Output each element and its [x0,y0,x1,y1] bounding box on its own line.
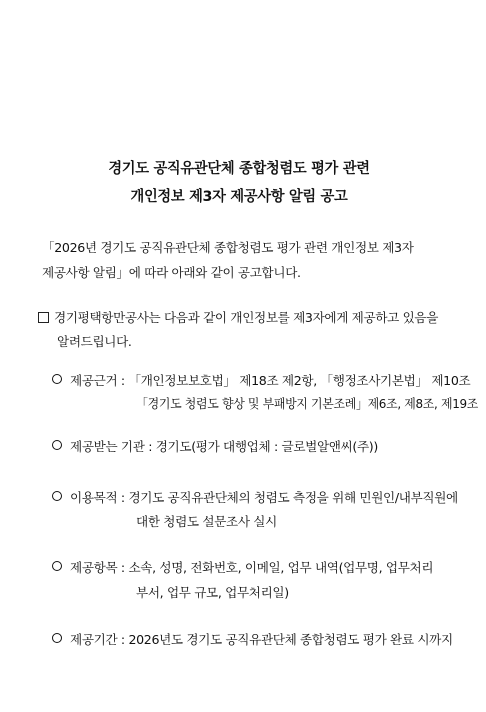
intro-line-2: 제공사항 알림」에 따라 아래와 같이 공고합니다. [42,265,301,280]
item-purpose-line-2: 대한 청렴도 설문조사 실시 [136,514,277,529]
notice-title-line-2: 개인정보 제3자 제공사항 알림 공고 [130,189,348,205]
circle-bullet-icon [52,561,62,571]
item-legal-basis-line-2: 「경기도 청렴도 향상 및 부패방지 기본조례」제6조, 제8조, 제19조 [136,396,478,411]
statement-line-2: 알려드립니다. [57,334,132,349]
item-data-fields-line-1: 제공항목 : 소속, 성명, 전화번호, 이메일, 업무 내역(업무명, 업무처리 [70,560,434,575]
item-recipient-line-1: 제공받는 기관 : 경기도(평가 대행업체 : 글로벌알앤씨(주)) [70,439,378,454]
item-legal-basis-line-1: 제공근거 : 「개인정보보호법」 제18조 제2항, 「행정조사기본법」 제10조 [70,373,471,388]
item-data-fields-line-2: 부서, 업무 규모, 업무처리일) [136,585,289,600]
statement-text: 경기평택항만공사는 다음과 같이 개인정보를 제3자에게 제공하고 있음을 [54,310,439,325]
item-purpose-line-1: 이용목적 : 경기도 공직유관단체의 청렴도 측정을 위해 민원인/내부직원에 [70,490,458,505]
intro-line-1: 「2026년 경기도 공직유관단체 종합청렴도 평가 관련 개인정보 제3자 [42,240,414,255]
circle-bullet-icon [52,491,62,501]
notice-title-line-1: 경기도 공직유관단체 종합청렴도 평가 관련 [108,161,370,177]
circle-bullet-icon [52,633,62,643]
item-period-line-1: 제공기간 : 2026년도 경기도 공직유관단체 종합청렴도 평가 완료 시까지 [70,632,453,647]
circle-bullet-icon [52,440,62,450]
circle-bullet-icon [52,374,62,384]
square-bullet-icon [38,312,49,323]
statement-line-1 [38,307,438,326]
